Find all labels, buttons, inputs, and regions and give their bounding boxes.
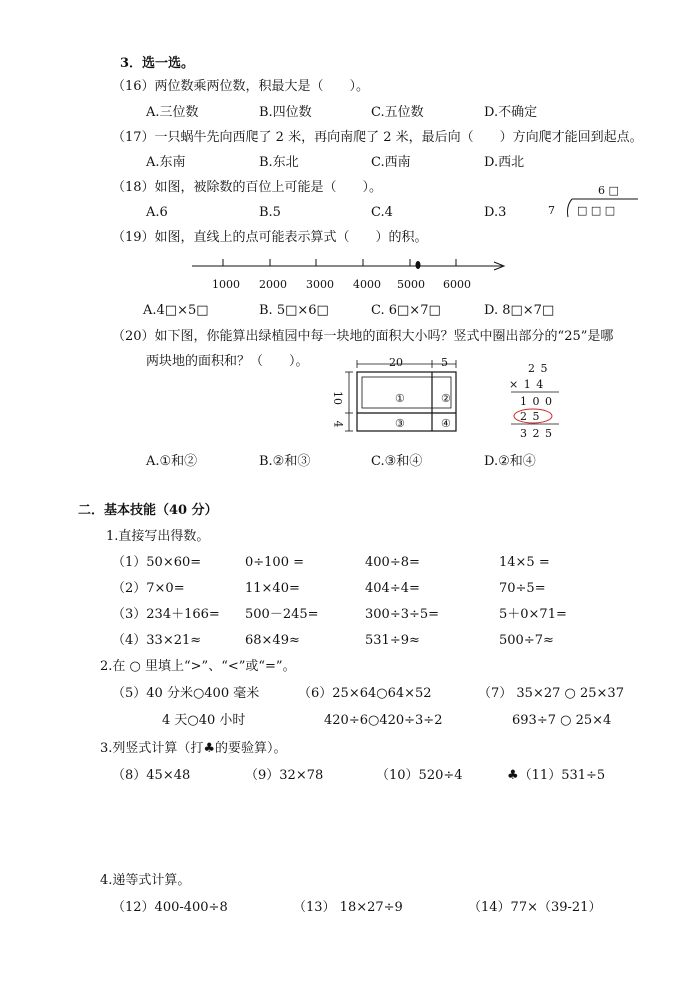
vertical-calc-8: （8）45×48 [112,768,191,783]
oral-r2-c4: 70÷5= [499,581,546,596]
oral-r3-c1: （3）234＋166= [112,607,220,622]
q19-opt-b: B. 5□×6□ [259,303,329,318]
q18-divisor: 7 [548,204,555,217]
q18-stem: （18）如图，被除数的百位上可能是（ ）。 [112,180,383,195]
q19-opt-a: A.4□×5□ [143,303,209,318]
q20-plot-3: ③ [395,417,405,430]
q16-opt-c: C.五位数 [371,105,424,120]
q20-dim-4: 4 [331,420,345,428]
oral-r2-c1: （2）7×0= [112,581,185,596]
q17-opt-d: D.西北 [484,155,525,170]
q20-calc-partial-1: 1 0 0 [520,395,553,408]
part2-s1-title: 1.直接写出得数。 [106,529,210,544]
q18-opt-a: A.6 [146,205,168,220]
q19-tick-5000: 5000 [397,278,425,291]
vertical-calc-10: （10）520÷4 [376,768,463,783]
compare-r1-c1: （5）40 分米○400 毫米 [112,686,260,701]
vertical-calc-9: （9）32×78 [245,768,324,783]
oral-r1-c2: 0÷100 = [245,555,305,570]
q19-tick-3000: 3000 [306,278,334,291]
q20-calc-lines [505,375,565,435]
q20-opt-c: C.③和④ [371,454,423,469]
q20-plot-1: ① [395,392,405,405]
q19-stem: （19）如图，直线上的点可能表示算式（ ）的积。 [112,230,428,245]
q20-opt-b: B.②和③ [259,454,311,469]
q19-marked-point [416,261,421,269]
oral-r4-c2: 68×49≈ [245,633,300,648]
compare-r2-c2: 420÷6○420÷3÷2 [324,713,443,728]
q20-dim-10: 10 [331,391,344,405]
q19-tick-2000: 2000 [259,278,287,291]
q20-calc-circle [514,409,552,423]
q16-opt-b: B.四位数 [259,105,312,120]
q16-opt-a: A.三位数 [146,105,199,120]
q20-stem-line2: 两块地的面积和？（ ）。 [146,354,309,369]
q19-tick-4000: 4000 [353,278,381,291]
q19-opt-d: D. 8□×7□ [484,303,555,318]
q18-opt-d: D.3 [484,205,507,220]
q17-stem: （17）一只蜗牛先向西爬了 2 米，再向南爬了 2 米，最后向（ ）方向爬才能回到起点。 [112,130,643,145]
part2-s4-title: 4.递等式计算。 [100,873,191,888]
q20-opt-d: D.②和④ [484,454,536,469]
q17-opt-c: C.西南 [371,155,411,170]
oral-r4-c4: 500÷7≈ [499,633,554,648]
oral-r1-c3: 400÷8= [365,555,420,570]
q20-dim-5: 5 [441,356,448,369]
oral-r1-c1: （1）50×60= [112,555,202,570]
oral-r4-c3: 531÷9≈ [365,633,420,648]
q20-stem-line1: （20）如下图，你能算出绿植园中每一块地的面积大小吗？竖式中圈出部分的“25”是哪 [112,329,614,344]
q17-opt-a: A.东南 [146,155,186,170]
q18-opt-b: B.5 [259,205,281,220]
q18-dividend: □ □ □ [577,204,616,217]
q16-stem: （16）两位数乘两位数，积最大是（ ）。 [112,79,370,94]
q18-opt-c: C.4 [371,205,393,220]
q20-calc-multiplicand: 2 5 [528,362,549,375]
part2-s2-title: 2.在 ○ 里填上“>”、“<”或“=”。 [100,659,296,674]
q16-opt-d: D.不确定 [484,105,538,120]
q19-tick-1000: 1000 [212,278,240,291]
oral-r2-c3: 404÷4= [365,581,420,596]
step-calc-14: （14）77×（39-21） [468,900,602,915]
oral-r3-c4: 5＋0×71= [499,607,567,622]
step-calc-13: （13） 18×27÷9 [293,900,403,915]
q19-number-line [190,256,520,276]
q20-plot-2: ② [441,392,451,405]
compare-r2-c3: 693÷7 ○ 25×4 [512,713,612,728]
part2-title: 二．基本技能（40 分） [78,503,218,518]
compare-r1-c3: （7） 35×27 ○ 25×37 [478,686,624,701]
q18-quotient: 6 □ [598,184,619,197]
q17-opt-b: B.东北 [259,155,299,170]
q19-tick-6000: 6000 [443,278,471,291]
oral-r3-c2: 500－245= [245,607,319,622]
compare-r2-c1: 4 天○40 小时 [162,713,246,728]
q20-calc-multiplier: × 1 4 [509,378,545,391]
oral-r2-c2: 11×40= [245,581,300,596]
section-title-choose: 3．选一选。 [120,56,195,71]
part2-s3-title: 3.列竖式计算（打♣的要验算）。 [100,741,287,756]
compare-r1-c2: （6）25×64○64×52 [298,686,432,701]
oral-r1-c4: 14×5 = [499,555,550,570]
vertical-calc-11: ♣（11）531÷5 [507,768,606,783]
step-calc-12: （12）400-400÷8 [112,900,228,915]
oral-r3-c3: 300÷3÷5= [365,607,440,622]
q18-division-bracket [560,196,640,226]
q20-calc-partial-2: 2 5 [520,410,541,423]
q20-dim-20: 20 [389,356,403,369]
q19-opt-c: C. 6□×7□ [371,303,441,318]
q20-opt-a: A.①和② [146,454,198,469]
q20-plot-4: ④ [441,417,451,430]
q20-calc-result: 3 2 5 [520,427,553,440]
oral-r4-c1: （4）33×21≈ [112,633,202,648]
